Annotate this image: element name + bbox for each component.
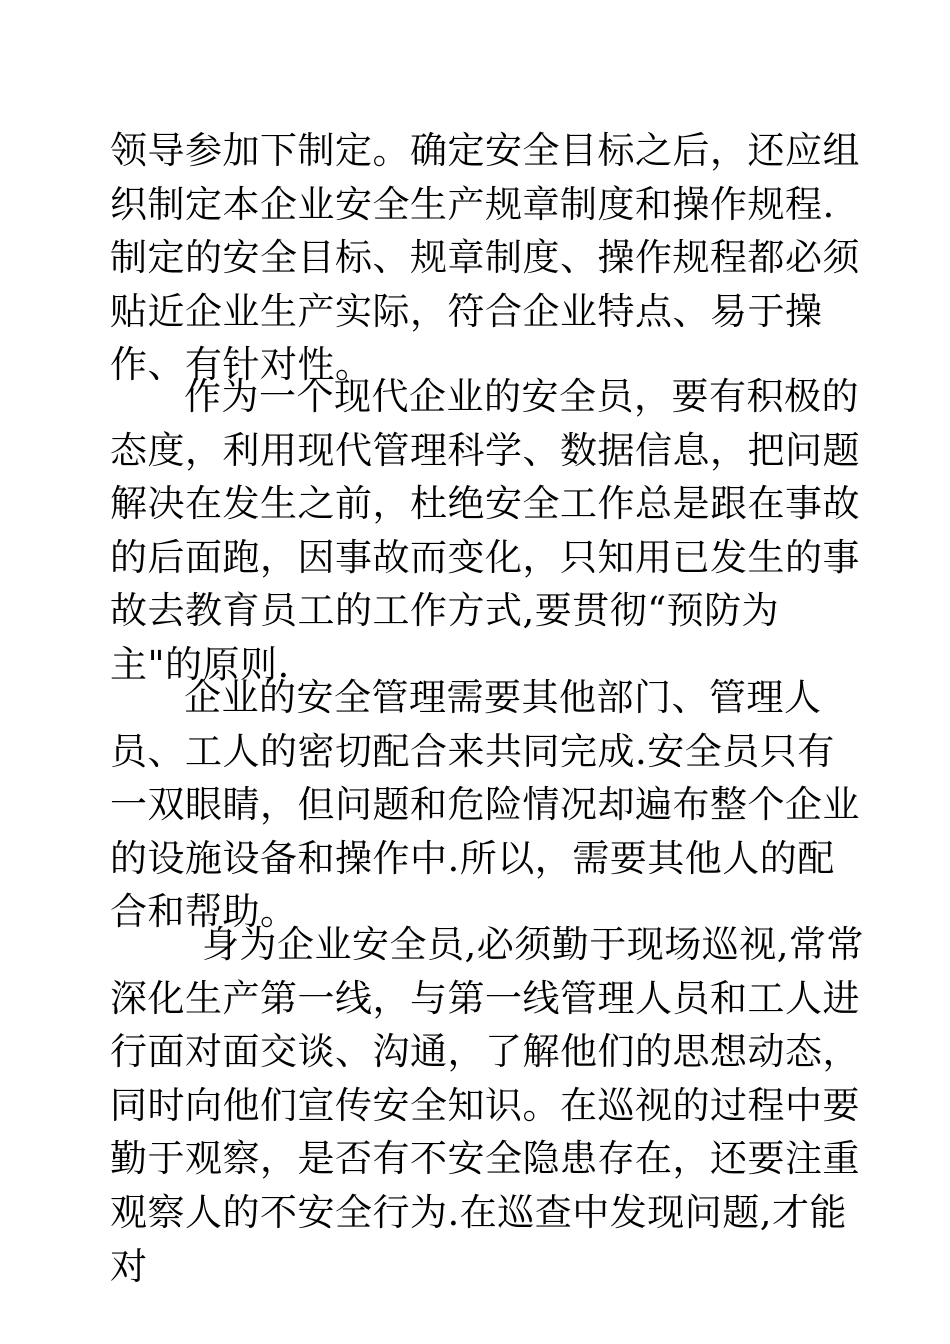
- paragraph-1: 领导参加下制定。确定安全目标之后，还应组织制定本企业安全生产规章制度和操作规程.制定的安全目标、规章制度、操作规程都必须贴近企业生产实际，符合企业特点、易于操作、有针对性。: [110, 129, 860, 387]
- paragraph-4: 身为企业安全员,必须勤于现场巡视,常常深化生产第一线，与第一线管理人员和工人进行面对面交谈、沟通，了解他们的思想动态，同时向他们宣传安全知识。在巡视的过程中要勤于观察，是否有不安全隐患存在，还要注重观察人的不安全行为.在巡查中发现问题,才能对: [110, 923, 865, 1288]
- paragraph-2: 作为一个现代企业的安全员，要有积极的态度，利用现代管理科学、数据信息，把问题解决在发生之前，杜绝安全工作总是跟在事故的后面跑，因事故而变化，只知用已发生的事故去教育员工的工作方式,要贯彻“预防为主"的原则.: [110, 375, 860, 686]
- paragraph-3: 企业的安全管理需要其他部门、管理人员、工人的密切配合来共同完成.安全员只有一双眼睛，但问题和危险情况却遍布整个企业的设施设备和操作中.所以，需要其他人的配合和帮助。: [110, 676, 860, 934]
